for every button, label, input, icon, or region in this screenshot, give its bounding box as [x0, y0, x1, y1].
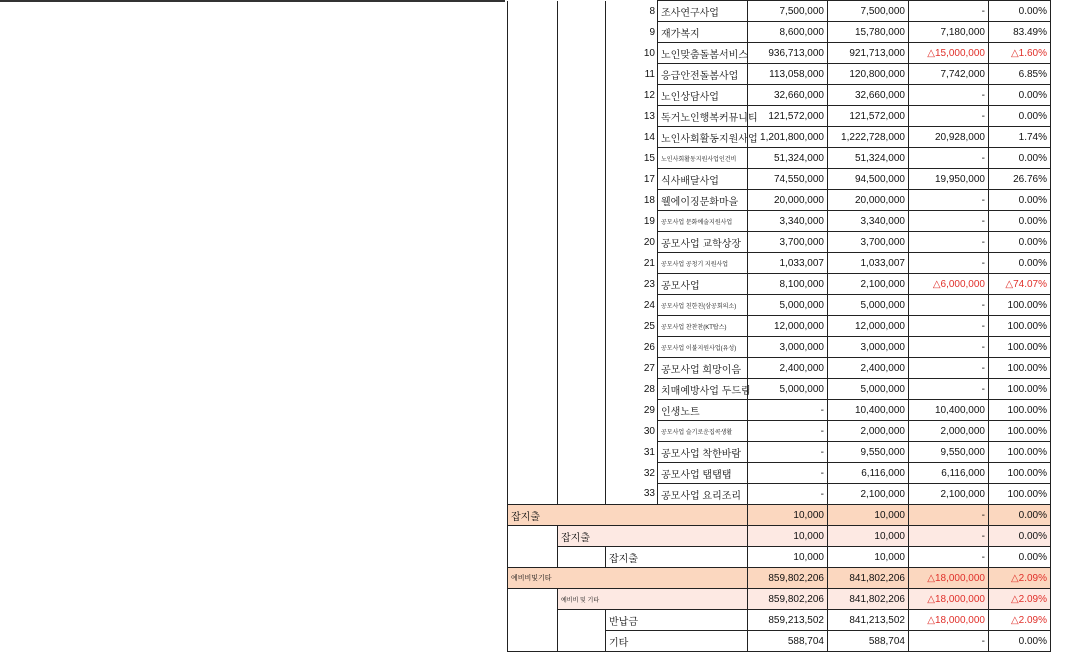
budget-rate: 100.00%: [989, 400, 1051, 421]
table-row: [508, 253, 1051, 274]
budget-prev: 74,550,000: [748, 169, 828, 190]
row-label: 예비비및기타: [508, 568, 748, 589]
item-name: 공모사업 희망이음: [658, 358, 748, 379]
row-label: 잡지출: [606, 547, 748, 568]
budget-curr: 94,500,000: [828, 169, 909, 190]
row-number: 23: [606, 274, 658, 295]
row-number: 12: [606, 85, 658, 106]
budget-prev: 588,704: [748, 631, 828, 652]
indent-cell: [558, 169, 606, 190]
indent-cell: [508, 526, 558, 547]
table-row: [508, 169, 1051, 190]
budget-prev: 1,201,800,000: [748, 127, 828, 148]
indent-cell: [508, 253, 558, 274]
indent-cell: [558, 379, 606, 400]
budget-rate: 0.00%: [989, 211, 1051, 232]
budget-prev: 7,500,000: [748, 1, 828, 22]
indent-cell: [508, 43, 558, 64]
budget-rate: 100.00%: [989, 337, 1051, 358]
indent-cell: [508, 1, 558, 22]
table-row: [508, 274, 1051, 295]
table-row: [508, 1, 1051, 22]
budget-diff: -: [909, 85, 989, 106]
budget-rate: △1.60%: [989, 43, 1051, 64]
item-name: 공모사업 요리조리: [658, 484, 748, 505]
indent-cell: [508, 547, 558, 568]
budget-prev: 859,213,502: [748, 610, 828, 631]
row-label: 예비비 및 기타: [558, 589, 748, 610]
row-number: 19: [606, 211, 658, 232]
item-name: 공모사업 친한친(삼공회의소): [658, 295, 748, 316]
budget-diff: -: [909, 211, 989, 232]
budget-curr: 120,800,000: [828, 64, 909, 85]
budget-rate: 0.00%: [989, 106, 1051, 127]
row-label: 기타: [606, 631, 748, 652]
row-number: 17: [606, 169, 658, 190]
budget-curr: 9,550,000: [828, 442, 909, 463]
budget-curr: 5,000,000: [828, 379, 909, 400]
budget-diff: 2,100,000: [909, 484, 989, 505]
row-number: 11: [606, 64, 658, 85]
misc-section: [508, 505, 1051, 568]
budget-prev: 3,340,000: [748, 211, 828, 232]
table-row: [508, 463, 1051, 484]
indent-cell: [508, 337, 558, 358]
row-number: 28: [606, 379, 658, 400]
budget-curr: 1,222,728,000: [828, 127, 909, 148]
indent-cell: [508, 274, 558, 295]
budget-diff: -: [909, 1, 989, 22]
row-number: 15: [606, 148, 658, 169]
indent-cell: [508, 442, 558, 463]
budget-prev: -: [748, 463, 828, 484]
budget-prev: -: [748, 400, 828, 421]
indent-cell: [558, 43, 606, 64]
budget-curr: 2,400,000: [828, 358, 909, 379]
row-number: 8: [606, 1, 658, 22]
misc-row-level1: [508, 505, 1051, 526]
budget-diff: -: [909, 295, 989, 316]
budget-rate: 100.00%: [989, 295, 1051, 316]
row-number: 10: [606, 43, 658, 64]
row-number: 21: [606, 253, 658, 274]
table-row: [508, 484, 1051, 505]
budget-diff: -: [909, 148, 989, 169]
budget-prev: 113,058,000: [748, 64, 828, 85]
budget-curr: 841,213,502: [828, 610, 909, 631]
item-name: 공모사업 탭탭탭: [658, 463, 748, 484]
budget-diff: 6,116,000: [909, 463, 989, 484]
budget-curr: 121,572,000: [828, 106, 909, 127]
row-number: 27: [606, 358, 658, 379]
budget-table-sheet: [507, 0, 1047, 652]
row-number: 30: [606, 421, 658, 442]
reserve-section: [508, 568, 1051, 652]
row-number: 18: [606, 190, 658, 211]
budget-prev: 859,802,206: [748, 589, 828, 610]
indent-cell: [558, 232, 606, 253]
budget-rate: 0.00%: [989, 526, 1051, 547]
budget-prev: 3,700,000: [748, 232, 828, 253]
budget-rate: △2.09%: [989, 589, 1051, 610]
indent-cell: [558, 295, 606, 316]
indent-cell: [558, 274, 606, 295]
budget-rate: 0.00%: [989, 190, 1051, 211]
indent-cell: [558, 610, 606, 631]
reserve-row-level1: [508, 568, 1051, 589]
item-name: 독거노인행복커뮤니티: [658, 106, 748, 127]
budget-rate: 6.85%: [989, 64, 1051, 85]
budget-diff: -: [909, 505, 989, 526]
item-name: 재가복지: [658, 22, 748, 43]
row-number: 25: [606, 316, 658, 337]
item-name: 공모사업 문화예술지원사업: [658, 211, 748, 232]
budget-curr: 3,000,000: [828, 337, 909, 358]
budget-prev: 936,713,000: [748, 43, 828, 64]
table-row: [508, 295, 1051, 316]
indent-cell: [558, 1, 606, 22]
indent-cell: [558, 463, 606, 484]
budget-rate: 0.00%: [989, 85, 1051, 106]
row-number: 9: [606, 22, 658, 43]
indent-cell: [508, 484, 558, 505]
budget-curr: 2,100,000: [828, 274, 909, 295]
budget-diff: -: [909, 190, 989, 211]
budget-diff: 7,742,000: [909, 64, 989, 85]
row-number: 14: [606, 127, 658, 148]
budget-curr: 15,780,000: [828, 22, 909, 43]
budget-prev: 51,324,000: [748, 148, 828, 169]
budget-rate: 26.76%: [989, 169, 1051, 190]
indent-cell: [508, 64, 558, 85]
item-rows: [508, 1, 1051, 505]
table-row: [508, 211, 1051, 232]
indent-cell: [558, 337, 606, 358]
indent-cell: [558, 106, 606, 127]
budget-rate: △2.09%: [989, 610, 1051, 631]
budget-rate: 0.00%: [989, 232, 1051, 253]
row-number: 32: [606, 463, 658, 484]
budget-diff: △18,000,000: [909, 568, 989, 589]
indent-cell: [508, 148, 558, 169]
budget-prev: 121,572,000: [748, 106, 828, 127]
indent-cell: [558, 442, 606, 463]
budget-prev: 20,000,000: [748, 190, 828, 211]
budget-diff: -: [909, 337, 989, 358]
budget-curr: 12,000,000: [828, 316, 909, 337]
row-label: 잡지출: [558, 526, 748, 547]
indent-cell: [558, 127, 606, 148]
indent-cell: [508, 85, 558, 106]
budget-prev: -: [748, 484, 828, 505]
indent-cell: [508, 232, 558, 253]
row-number: 26: [606, 337, 658, 358]
budget-diff: -: [909, 253, 989, 274]
budget-diff: △6,000,000: [909, 274, 989, 295]
item-name: 공모사업 찬찬찬(KT탑스): [658, 316, 748, 337]
indent-cell: [508, 211, 558, 232]
budget-prev: 1,033,007: [748, 253, 828, 274]
budget-rate: 100.00%: [989, 463, 1051, 484]
budget-curr: 5,000,000: [828, 295, 909, 316]
budget-curr: 2,000,000: [828, 421, 909, 442]
reserve-row-level2: [508, 589, 1051, 610]
indent-cell: [508, 295, 558, 316]
reserve-row-level3: [508, 610, 1051, 631]
budget-prev: -: [748, 421, 828, 442]
table-row: [508, 379, 1051, 400]
budget-rate: 100.00%: [989, 358, 1051, 379]
indent-cell: [558, 547, 606, 568]
budget-curr: 588,704: [828, 631, 909, 652]
indent-cell: [508, 316, 558, 337]
item-name: 인생노트: [658, 400, 748, 421]
budget-diff: -: [909, 379, 989, 400]
budget-diff: -: [909, 232, 989, 253]
budget-rate: △2.09%: [989, 568, 1051, 589]
budget-rate: 0.00%: [989, 253, 1051, 274]
indent-cell: [558, 64, 606, 85]
indent-cell: [508, 358, 558, 379]
item-name: 치매예방사업 두드림: [658, 379, 748, 400]
indent-cell: [508, 190, 558, 211]
budget-rate: 0.00%: [989, 148, 1051, 169]
budget-rate: 100.00%: [989, 484, 1051, 505]
row-number: 24: [606, 295, 658, 316]
table-row: [508, 64, 1051, 85]
budget-rate: 100.00%: [989, 442, 1051, 463]
budget-curr: 921,713,000: [828, 43, 909, 64]
budget-curr: 10,000: [828, 505, 909, 526]
budget-diff: -: [909, 526, 989, 547]
indent-cell: [508, 610, 558, 631]
budget-prev: 32,660,000: [748, 85, 828, 106]
row-label: 잡지출: [508, 505, 748, 526]
budget-diff: △18,000,000: [909, 610, 989, 631]
table-row: [508, 316, 1051, 337]
row-label: 반납금: [606, 610, 748, 631]
indent-cell: [558, 85, 606, 106]
budget-table: [507, 0, 1051, 652]
budget-rate: 100.00%: [989, 421, 1051, 442]
budget-diff: 19,950,000: [909, 169, 989, 190]
budget-rate: 0.00%: [989, 1, 1051, 22]
indent-cell: [508, 169, 558, 190]
budget-prev: -: [748, 442, 828, 463]
budget-rate: 100.00%: [989, 316, 1051, 337]
budget-curr: 3,700,000: [828, 232, 909, 253]
budget-curr: 7,500,000: [828, 1, 909, 22]
budget-rate: △74.07%: [989, 274, 1051, 295]
table-row: [508, 421, 1051, 442]
row-number: 31: [606, 442, 658, 463]
item-name: 웰에이징문화마을: [658, 190, 748, 211]
indent-cell: [558, 316, 606, 337]
budget-diff: -: [909, 547, 989, 568]
budget-curr: 32,660,000: [828, 85, 909, 106]
table-row: [508, 106, 1051, 127]
table-row: [508, 22, 1051, 43]
item-name: 조사연구사업: [658, 1, 748, 22]
table-row: [508, 190, 1051, 211]
budget-prev: 10,000: [748, 547, 828, 568]
indent-cell: [508, 127, 558, 148]
item-name: 노인상담사업: [658, 85, 748, 106]
indent-cell: [508, 106, 558, 127]
indent-cell: [558, 484, 606, 505]
table-row: [508, 358, 1051, 379]
budget-prev: 8,100,000: [748, 274, 828, 295]
row-number: 13: [606, 106, 658, 127]
budget-diff: △18,000,000: [909, 589, 989, 610]
indent-cell: [508, 463, 558, 484]
budget-diff: 20,928,000: [909, 127, 989, 148]
indent-cell: [558, 211, 606, 232]
indent-cell: [558, 358, 606, 379]
item-name: 공모사업 착한바람: [658, 442, 748, 463]
indent-cell: [558, 148, 606, 169]
budget-curr: 3,340,000: [828, 211, 909, 232]
misc-row-level2: [508, 526, 1051, 547]
budget-rate: 1.74%: [989, 127, 1051, 148]
item-name: 노인맞춤돌봄서비스: [658, 43, 748, 64]
indent-cell: [558, 253, 606, 274]
budget-prev: 12,000,000: [748, 316, 828, 337]
budget-curr: 841,802,206: [828, 589, 909, 610]
item-name: 응급안전돌봄사업: [658, 64, 748, 85]
item-name: 공모사업 슬기로운집콕생활: [658, 421, 748, 442]
budget-curr: 10,000: [828, 547, 909, 568]
item-name: 공모사업 교학상장: [658, 232, 748, 253]
budget-curr: 2,100,000: [828, 484, 909, 505]
budget-prev: 2,400,000: [748, 358, 828, 379]
budget-prev: 3,000,000: [748, 337, 828, 358]
indent-cell: [558, 22, 606, 43]
budget-diff: -: [909, 106, 989, 127]
budget-diff: -: [909, 316, 989, 337]
budget-rate: 0.00%: [989, 631, 1051, 652]
indent-cell: [558, 190, 606, 211]
budget-diff: -: [909, 358, 989, 379]
budget-curr: 10,000: [828, 526, 909, 547]
item-name: 공모사업: [658, 274, 748, 295]
budget-diff: 7,180,000: [909, 22, 989, 43]
budget-curr: 20,000,000: [828, 190, 909, 211]
table-row: [508, 85, 1051, 106]
item-name: 식사배달사업: [658, 169, 748, 190]
budget-prev: 10,000: [748, 526, 828, 547]
top-border-line: [0, 0, 505, 2]
indent-cell: [508, 421, 558, 442]
budget-rate: 0.00%: [989, 547, 1051, 568]
item-name: 노인사회활동지원사업: [658, 127, 748, 148]
budget-diff: 2,000,000: [909, 421, 989, 442]
budget-diff: 10,400,000: [909, 400, 989, 421]
indent-cell: [558, 421, 606, 442]
budget-rate: 0.00%: [989, 505, 1051, 526]
indent-cell: [508, 22, 558, 43]
budget-curr: 6,116,000: [828, 463, 909, 484]
item-name: 공모사업 공청기 지원사업: [658, 253, 748, 274]
reserve-row-level3: [508, 631, 1051, 652]
row-number: 20: [606, 232, 658, 253]
budget-prev: 859,802,206: [748, 568, 828, 589]
budget-rate: 83.49%: [989, 22, 1051, 43]
indent-cell: [558, 631, 606, 652]
budget-diff: △15,000,000: [909, 43, 989, 64]
indent-cell: [508, 379, 558, 400]
indent-cell: [508, 631, 558, 652]
table-row: [508, 232, 1051, 253]
table-row: [508, 148, 1051, 169]
budget-curr: 10,400,000: [828, 400, 909, 421]
table-row: [508, 442, 1051, 463]
misc-row-level3: [508, 547, 1051, 568]
budget-rate: 100.00%: [989, 379, 1051, 400]
table-row: [508, 337, 1051, 358]
budget-curr: 841,802,206: [828, 568, 909, 589]
indent-cell: [508, 589, 558, 610]
table-row: [508, 43, 1051, 64]
indent-cell: [508, 400, 558, 421]
indent-cell: [558, 400, 606, 421]
budget-prev: 5,000,000: [748, 295, 828, 316]
budget-diff: -: [909, 631, 989, 652]
row-number: 33: [606, 484, 658, 505]
item-name: 공모사업 이불지원사업(유성): [658, 337, 748, 358]
table-row: [508, 400, 1051, 421]
budget-prev: 5,000,000: [748, 379, 828, 400]
budget-prev: 10,000: [748, 505, 828, 526]
item-name: 노인사회활동지원사업인건비: [658, 148, 748, 169]
row-number: 29: [606, 400, 658, 421]
budget-curr: 1,033,007: [828, 253, 909, 274]
table-row: [508, 127, 1051, 148]
budget-prev: 8,600,000: [748, 22, 828, 43]
budget-curr: 51,324,000: [828, 148, 909, 169]
budget-diff: 9,550,000: [909, 442, 989, 463]
